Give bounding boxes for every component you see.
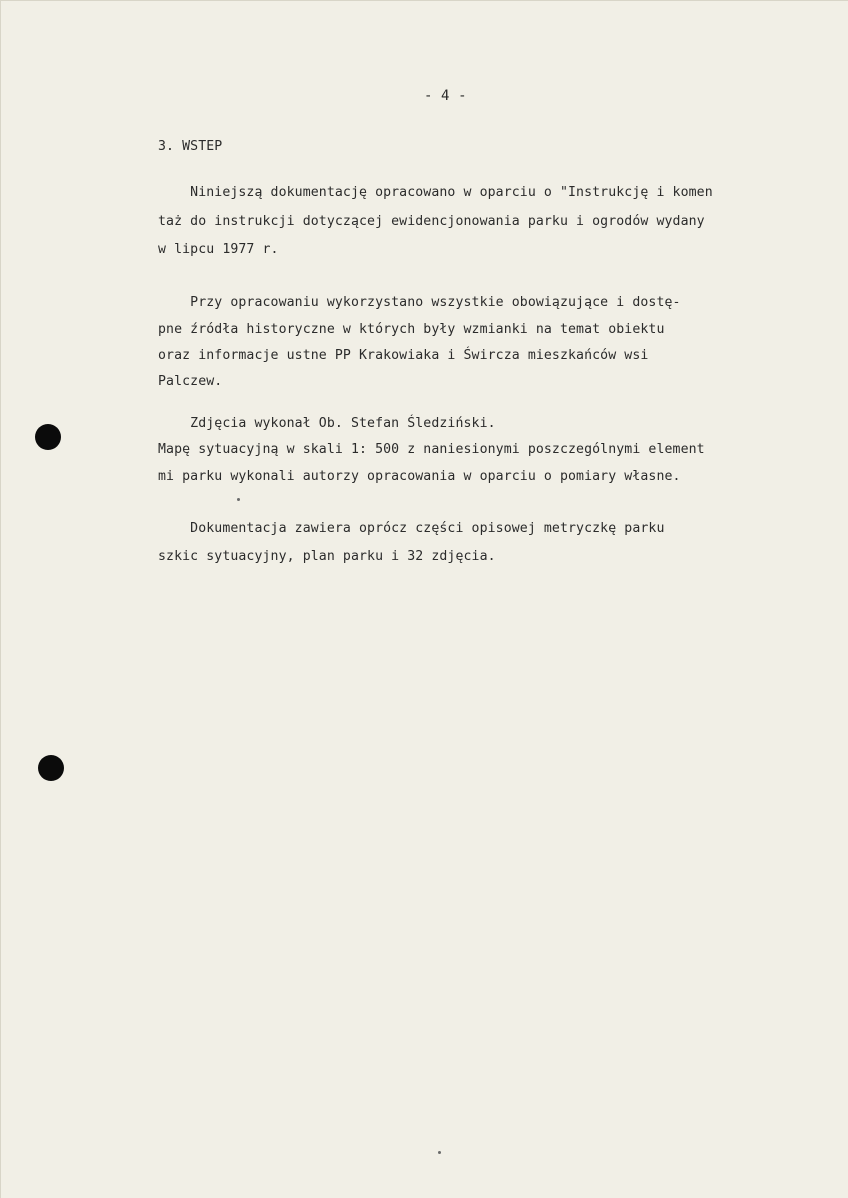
text-line: Mapę sytuacyjną w skali 1: 500 z naniesionymi poszczególnymi element bbox=[158, 442, 705, 457]
text-line: Niniejszą dokumentację opracowano w oparciu o "Instrukcję i komen bbox=[158, 185, 713, 200]
punch-hole-bottom bbox=[38, 755, 64, 781]
text-line: oraz informacje ustne PP Krakowiaka i Śwircza mieszkańców wsi bbox=[158, 348, 649, 363]
section-heading: 3. WSTEP bbox=[158, 139, 223, 154]
text-line: Dokumentacja zawiera oprócz części opisowej metryczkę parku bbox=[158, 521, 665, 536]
text-line: Przy opracowaniu wykorzystano wszystkie obowiązujące i dostę- bbox=[158, 295, 681, 310]
page-number: - 4 - bbox=[424, 88, 467, 104]
text-line: Palczew. bbox=[158, 374, 223, 389]
text-line: pne źródła historyczne w których były wzmianki na temat obiektu bbox=[158, 322, 665, 337]
paper-speck bbox=[438, 1151, 441, 1154]
text-line: Zdjęcia wykonał Ob. Stefan Śledziński. bbox=[158, 416, 496, 431]
text-line: taż do instrukcji dotyczącej ewidencjonowania parku i ogrodów wydany bbox=[158, 214, 705, 229]
text-line: w lipcu 1977 r. bbox=[158, 242, 279, 257]
text-line: mi parku wykonali autorzy opracowania w oparciu o pomiary własne. bbox=[158, 469, 681, 484]
punch-hole-top bbox=[35, 424, 61, 450]
paper-speck bbox=[237, 498, 240, 501]
text-line: szkic sytuacyjny, plan parku i 32 zdjęcia. bbox=[158, 549, 496, 564]
